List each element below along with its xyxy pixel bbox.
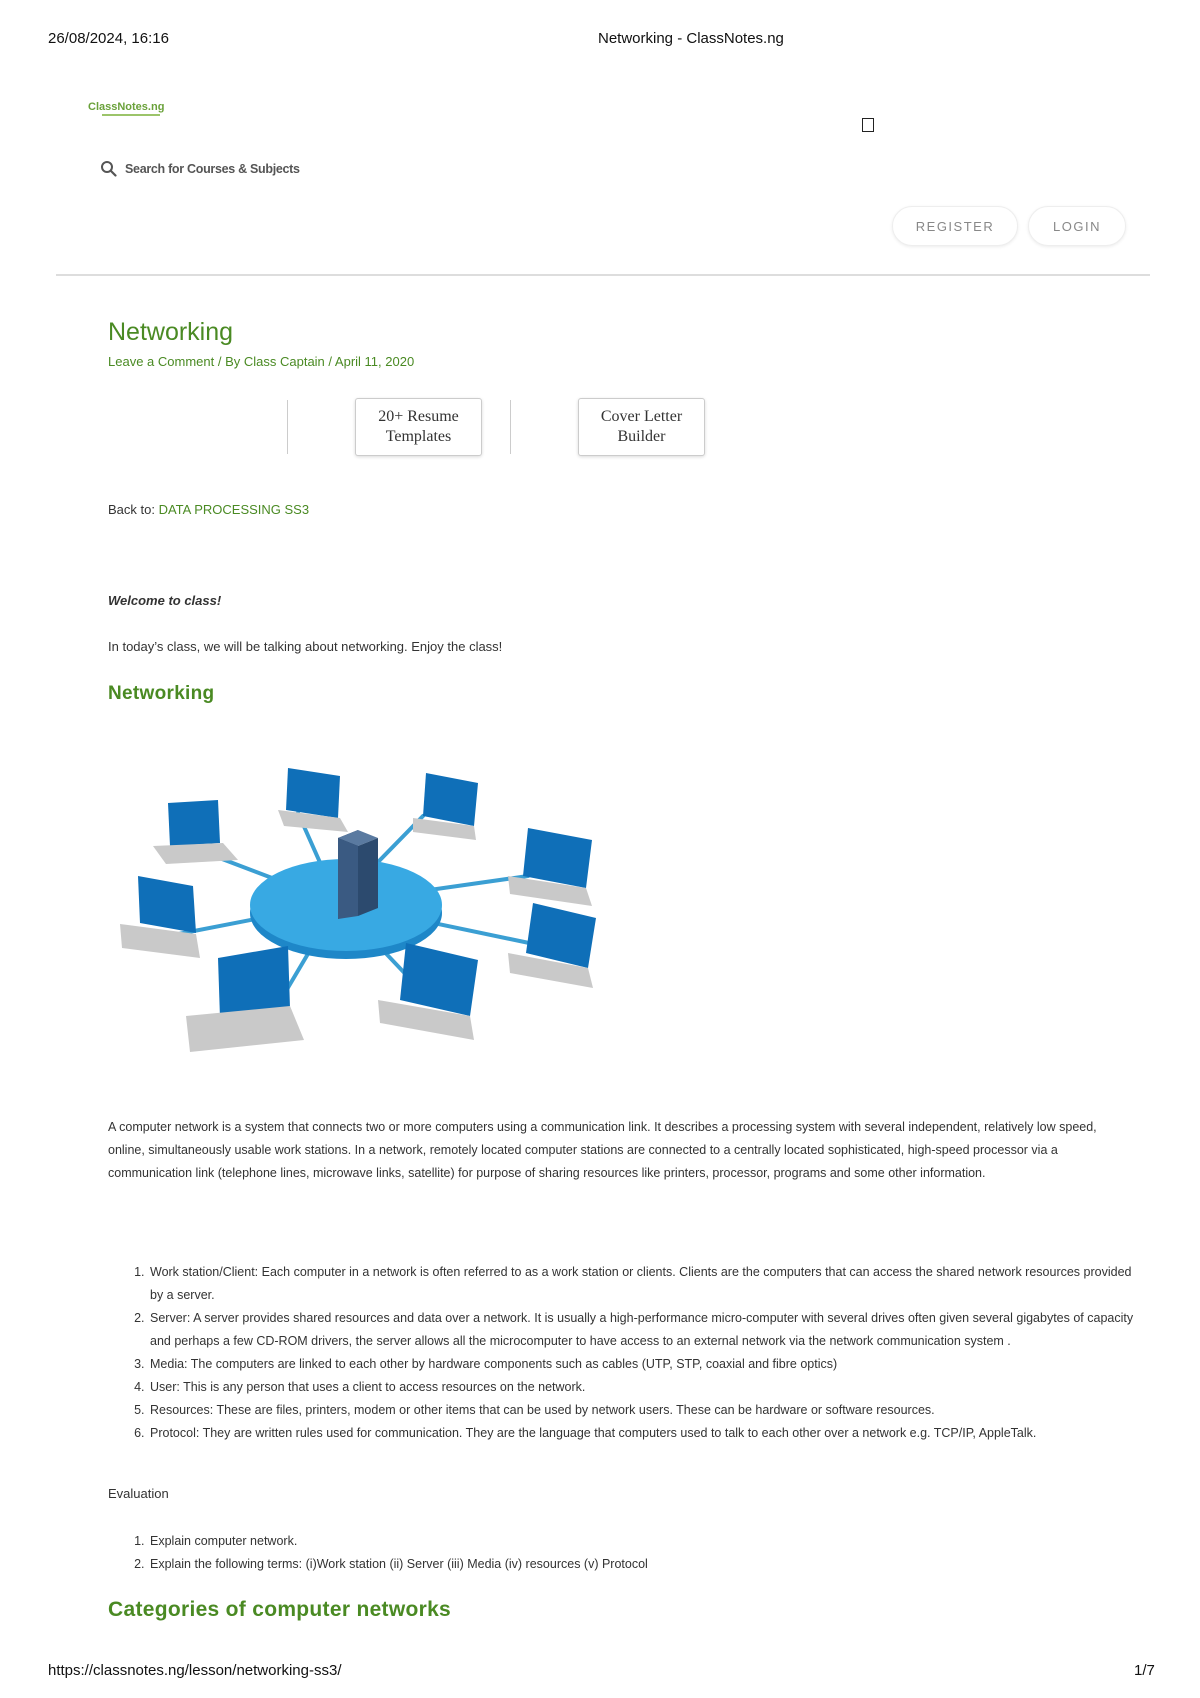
menu-toggle-icon[interactable] xyxy=(862,118,874,132)
list-item: 2. Server: A server provides shared resources and data over a network. It is usually a high-performance micro-computer with several drives often given several gigabytes of capacity and perhaps a few CD-ROM drivers, the server allows all the microcomputer to have access to an external network via the network communication system . xyxy=(148,1307,1138,1353)
print-datetime: 26/08/2024, 16:16 xyxy=(48,30,169,47)
cover-letter-card[interactable] xyxy=(578,398,705,456)
terms-list xyxy=(108,1261,1138,1445)
back-to-line xyxy=(108,502,309,517)
card-line: Templates xyxy=(385,428,452,445)
list-item: 4. User: This is any person that uses a client to access resources on the network. xyxy=(148,1376,1138,1399)
list-item: 6. Protocol: They are written rules used for communication. They are the language that computers used to talk to each other over a network e.g. TCP/IP, AppleTalk. xyxy=(148,1422,1138,1445)
search-bar[interactable] xyxy=(100,160,300,177)
print-url: https://classnotes.ng/lesson/networking-ss3/ xyxy=(48,1662,342,1679)
section-heading: Networking xyxy=(108,683,215,704)
evaluation-label: Evaluation xyxy=(108,1486,169,1501)
post-title: Networking xyxy=(108,318,234,346)
search-icon xyxy=(100,160,117,177)
resume-templates-card[interactable] xyxy=(355,398,482,456)
list-item: 3. Media: The computers are linked to each other by hardware components such as cables (UTP, STP, coaxial and fibre optics) xyxy=(148,1353,1138,1376)
header-divider xyxy=(56,274,1150,276)
author-link[interactable]: Class Captain xyxy=(243,354,325,369)
list-item: 1. Work station/Client: Each computer in a network is often referred to as a work station or clients. Clients are the computers that can access the shared network resources provided by a server. xyxy=(148,1261,1138,1307)
evaluation-list xyxy=(108,1530,1138,1576)
intro-text: In today’s class, we will be talking about networking. Enjoy the class! xyxy=(108,639,503,654)
list-item: 5. Resources: These are files, printers, modem or other items that can be used by network users. These can be hardware or software resources. xyxy=(148,1399,1138,1422)
card-line: Cover Letter xyxy=(600,408,683,425)
list-item: 2. Explain the following terms: (i)Work station (ii) Server (iii) Media (iv) resources (v) Protocol xyxy=(148,1553,1138,1576)
comment-link[interactable]: Leave a Comment xyxy=(108,354,215,369)
search-input[interactable]: Search for Courses & Subjects xyxy=(125,161,300,176)
post-date: April 11, 2020 xyxy=(334,354,415,369)
print-page-title: Networking - ClassNotes.ng xyxy=(598,30,784,47)
print-page-number: 1/7 xyxy=(1134,1662,1155,1679)
next-section-heading: Categories of computer networks xyxy=(108,1598,452,1621)
card-divider xyxy=(287,400,288,454)
meta-by: / By xyxy=(214,354,244,369)
network-illustration xyxy=(108,748,604,1100)
logo-tagline-mark xyxy=(102,114,160,116)
card-line: Builder xyxy=(617,428,666,445)
site-logo[interactable] xyxy=(88,101,164,116)
post-meta xyxy=(108,354,414,369)
card-divider xyxy=(510,400,511,454)
meta-sep: / xyxy=(324,354,335,369)
card-line: 20+ Resume xyxy=(378,408,459,425)
register-button[interactable]: REGISTER xyxy=(892,206,1018,246)
welcome-text: Welcome to class! xyxy=(108,593,222,608)
login-button[interactable]: LOGIN xyxy=(1028,206,1126,246)
logo-text: ClassNotes.ng xyxy=(88,101,165,113)
list-item: 1. Explain computer network. xyxy=(148,1530,1138,1553)
back-prefix: Back to: xyxy=(108,502,159,517)
back-link[interactable]: DATA PROCESSING SS3 xyxy=(158,502,310,517)
network-definition-paragraph: A computer network is a system that connects two or more computers using a communication link. It describes a processing system with several independent, relatively low speed, online, simultaneously usable work stations. In a network, remotely located computer stations are connected to a centrally located sophisticated, high-speed processor via a communication link (telephone lines, microwave links, satellite) for purpose of sharing resources like printers, processor, programs and some other information. xyxy=(108,1120,1097,1180)
